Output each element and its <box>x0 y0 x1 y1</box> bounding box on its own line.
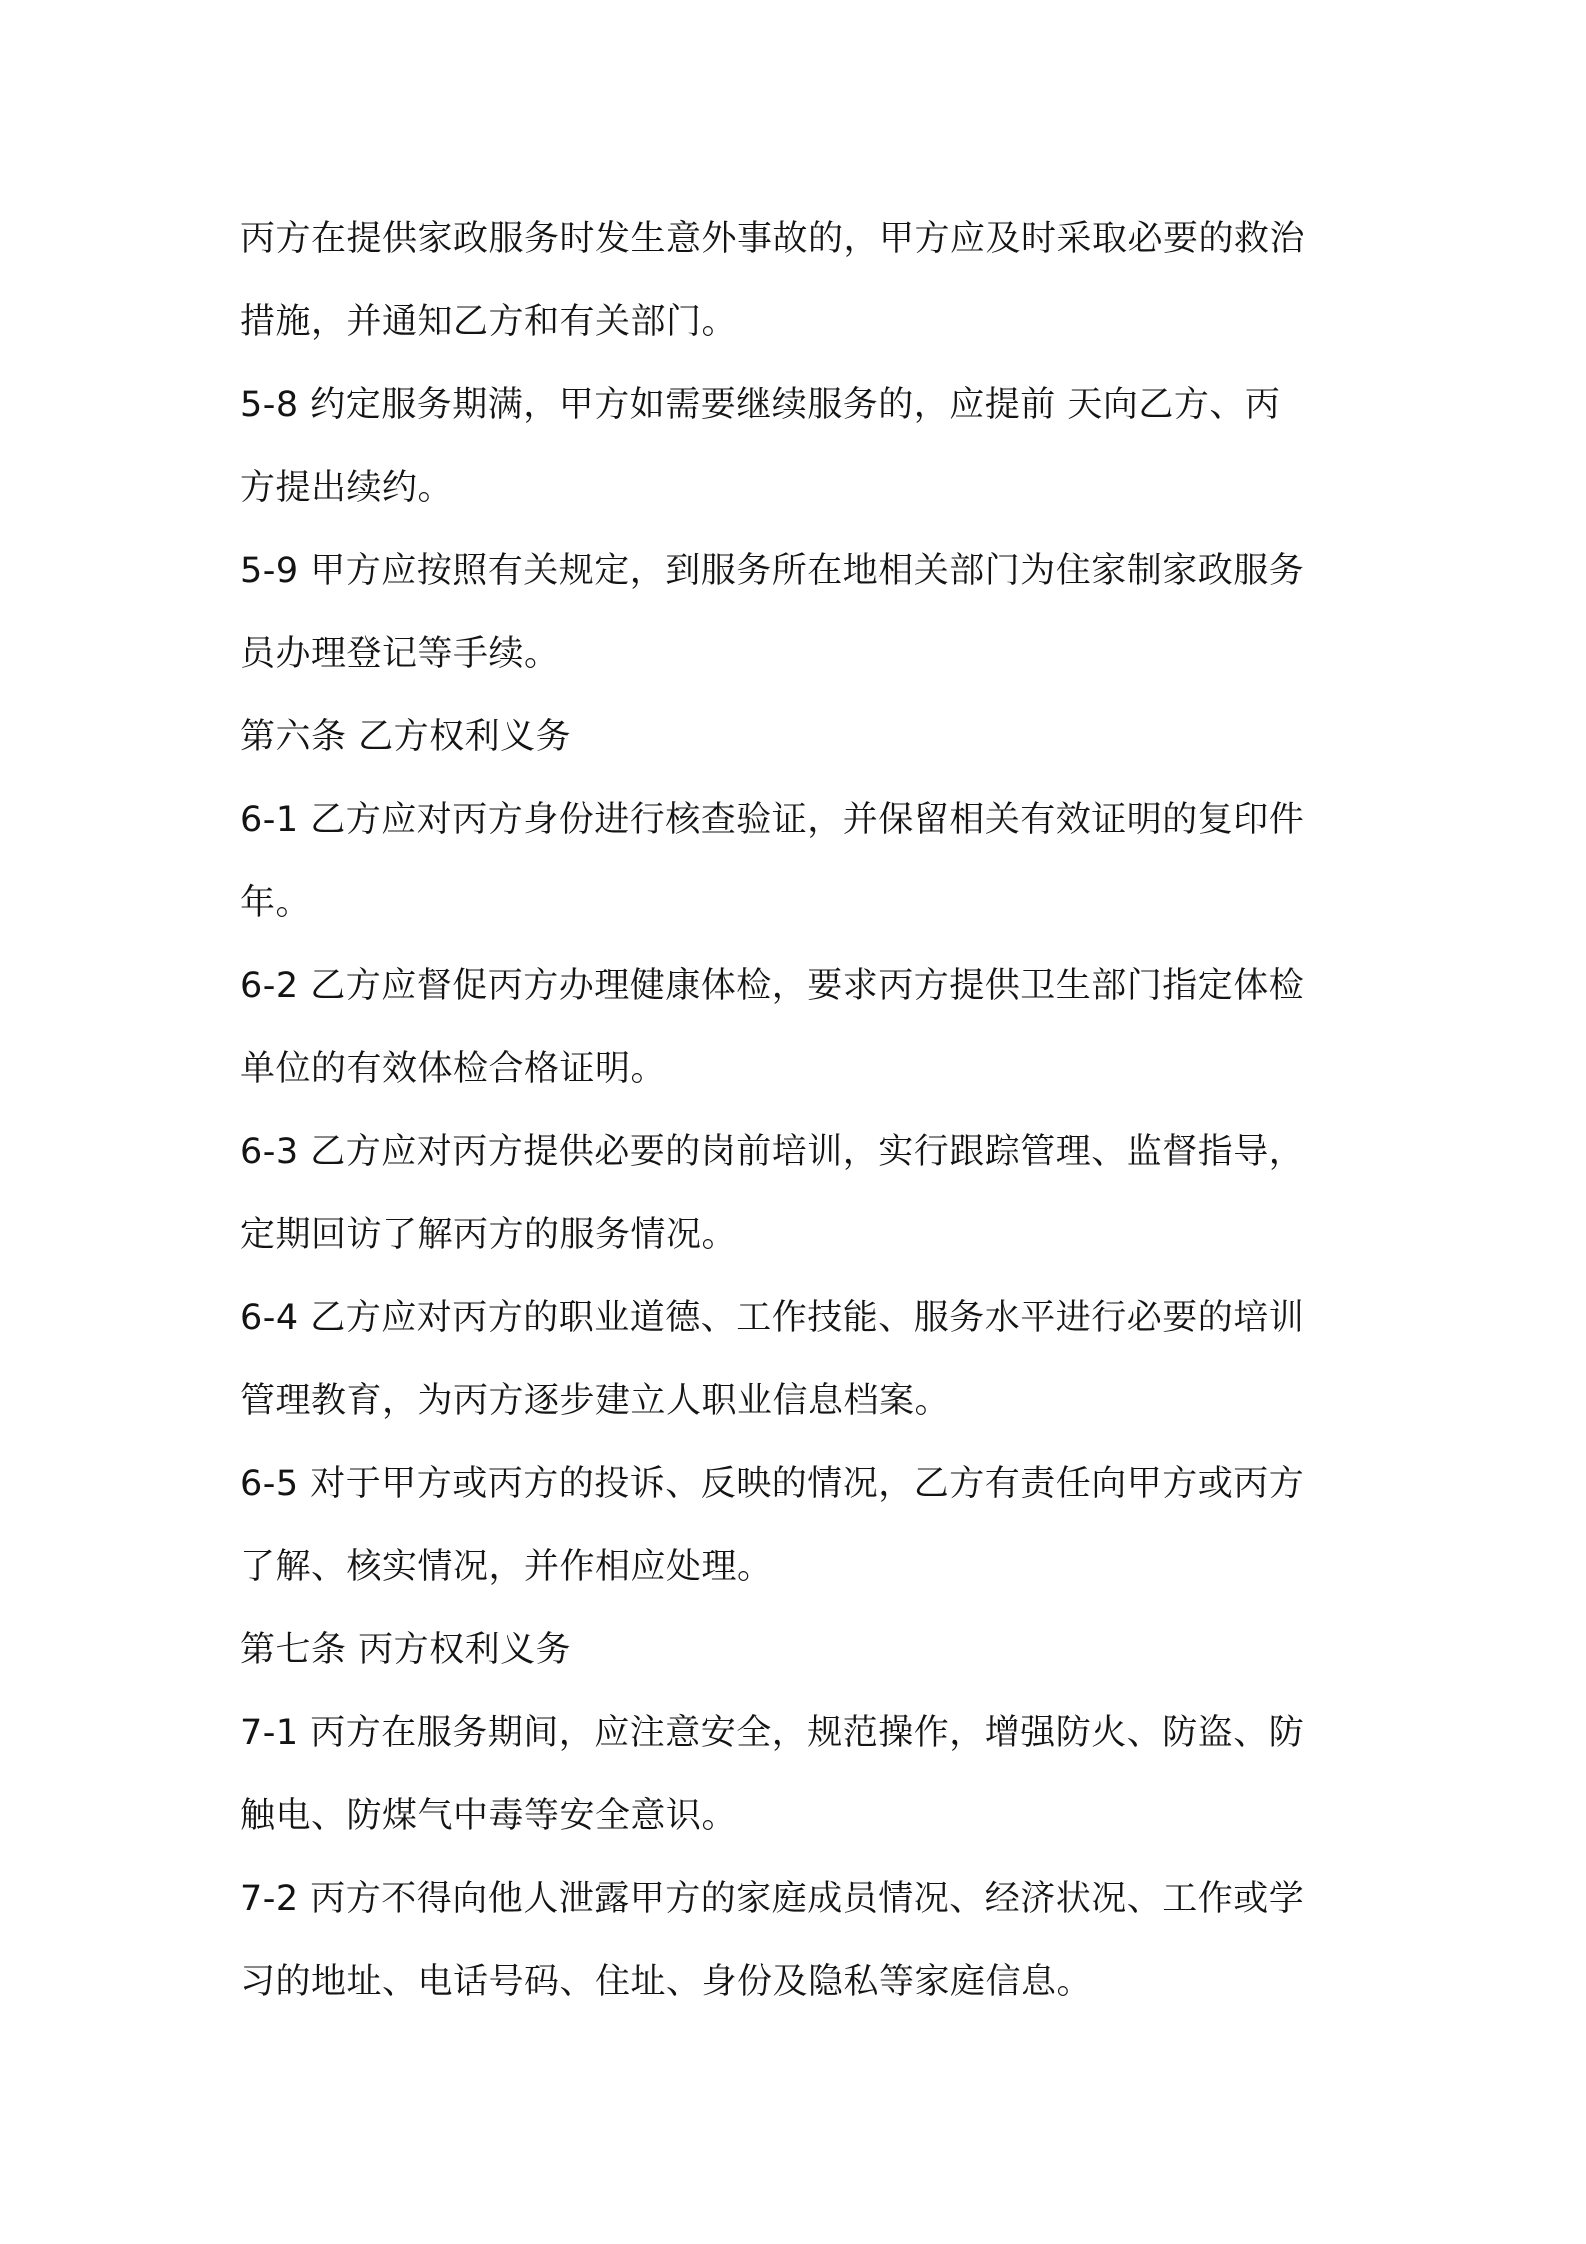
text-line: 措施，并通知乙方和有关部门。 <box>240 302 738 342</box>
text-line: 员办理登记等手续。 <box>240 634 560 674</box>
contract-text <box>240 198 1360 2024</box>
text-line: 了解、核实情况，并作相应处理。 <box>240 1547 773 1587</box>
text-line: 触电、防煤气中毒等安全意识。 <box>240 1796 738 1836</box>
clause-5-9: 5-9 甲方应按照有关规定，到服务所在地相关部门为住家制家政服务 <box>240 551 1305 591</box>
text-line: 管理教育，为丙方逐步建立人职业信息档案。 <box>240 1381 951 1421</box>
clause-6-2: 6-2 乙方应督促丙方办理健康体检，要求丙方提供卫生部门指定体检 <box>240 966 1305 1006</box>
clause-7-2: 7-2 丙方不得向他人泄露甲方的家庭成员情况、经济状况、工作或学 <box>240 1879 1305 1919</box>
clause-6-3: 6-3 乙方应对丙方提供必要的岗前培训，实行跟踪管理、监督指导， <box>240 1132 1305 1172</box>
article-6-heading: 第六条 乙方权利义务 <box>240 717 572 757</box>
clause-6-4: 6-4 乙方应对丙方的职业道德、工作技能、服务水平进行必要的培训 <box>240 1298 1305 1338</box>
clause-7-1: 7-1 丙方在服务期间，应注意安全，规范操作，增强防火、防盗、防 <box>240 1713 1305 1753</box>
text-line: 丙方在提供家政服务时发生意外事故的，甲方应及时采取必要的救治 <box>240 219 1306 259</box>
clause-6-5: 6-5 对于甲方或丙方的投诉、反映的情况，乙方有责任向甲方或丙方 <box>240 1464 1305 1504</box>
text-line: 年。 <box>240 883 312 923</box>
article-7-heading: 第七条 丙方权利义务 <box>240 1630 572 1670</box>
clause-6-1: 6-1 乙方应对丙方身份进行核查验证，并保留相关有效证明的复印件 <box>240 800 1305 840</box>
text-line: 单位的有效体检合格证明。 <box>240 1049 667 1089</box>
text-line: 定期回访了解丙方的服务情况。 <box>240 1215 738 1255</box>
text-line: 习的地址、电话号码、住址、身份及隐私等家庭信息。 <box>240 1962 1093 2002</box>
clause-5-8: 5-8 约定服务期满，甲方如需要继续服务的，应提前 天向乙方、丙 <box>240 385 1281 425</box>
text-line: 方提出续约。 <box>240 468 454 508</box>
